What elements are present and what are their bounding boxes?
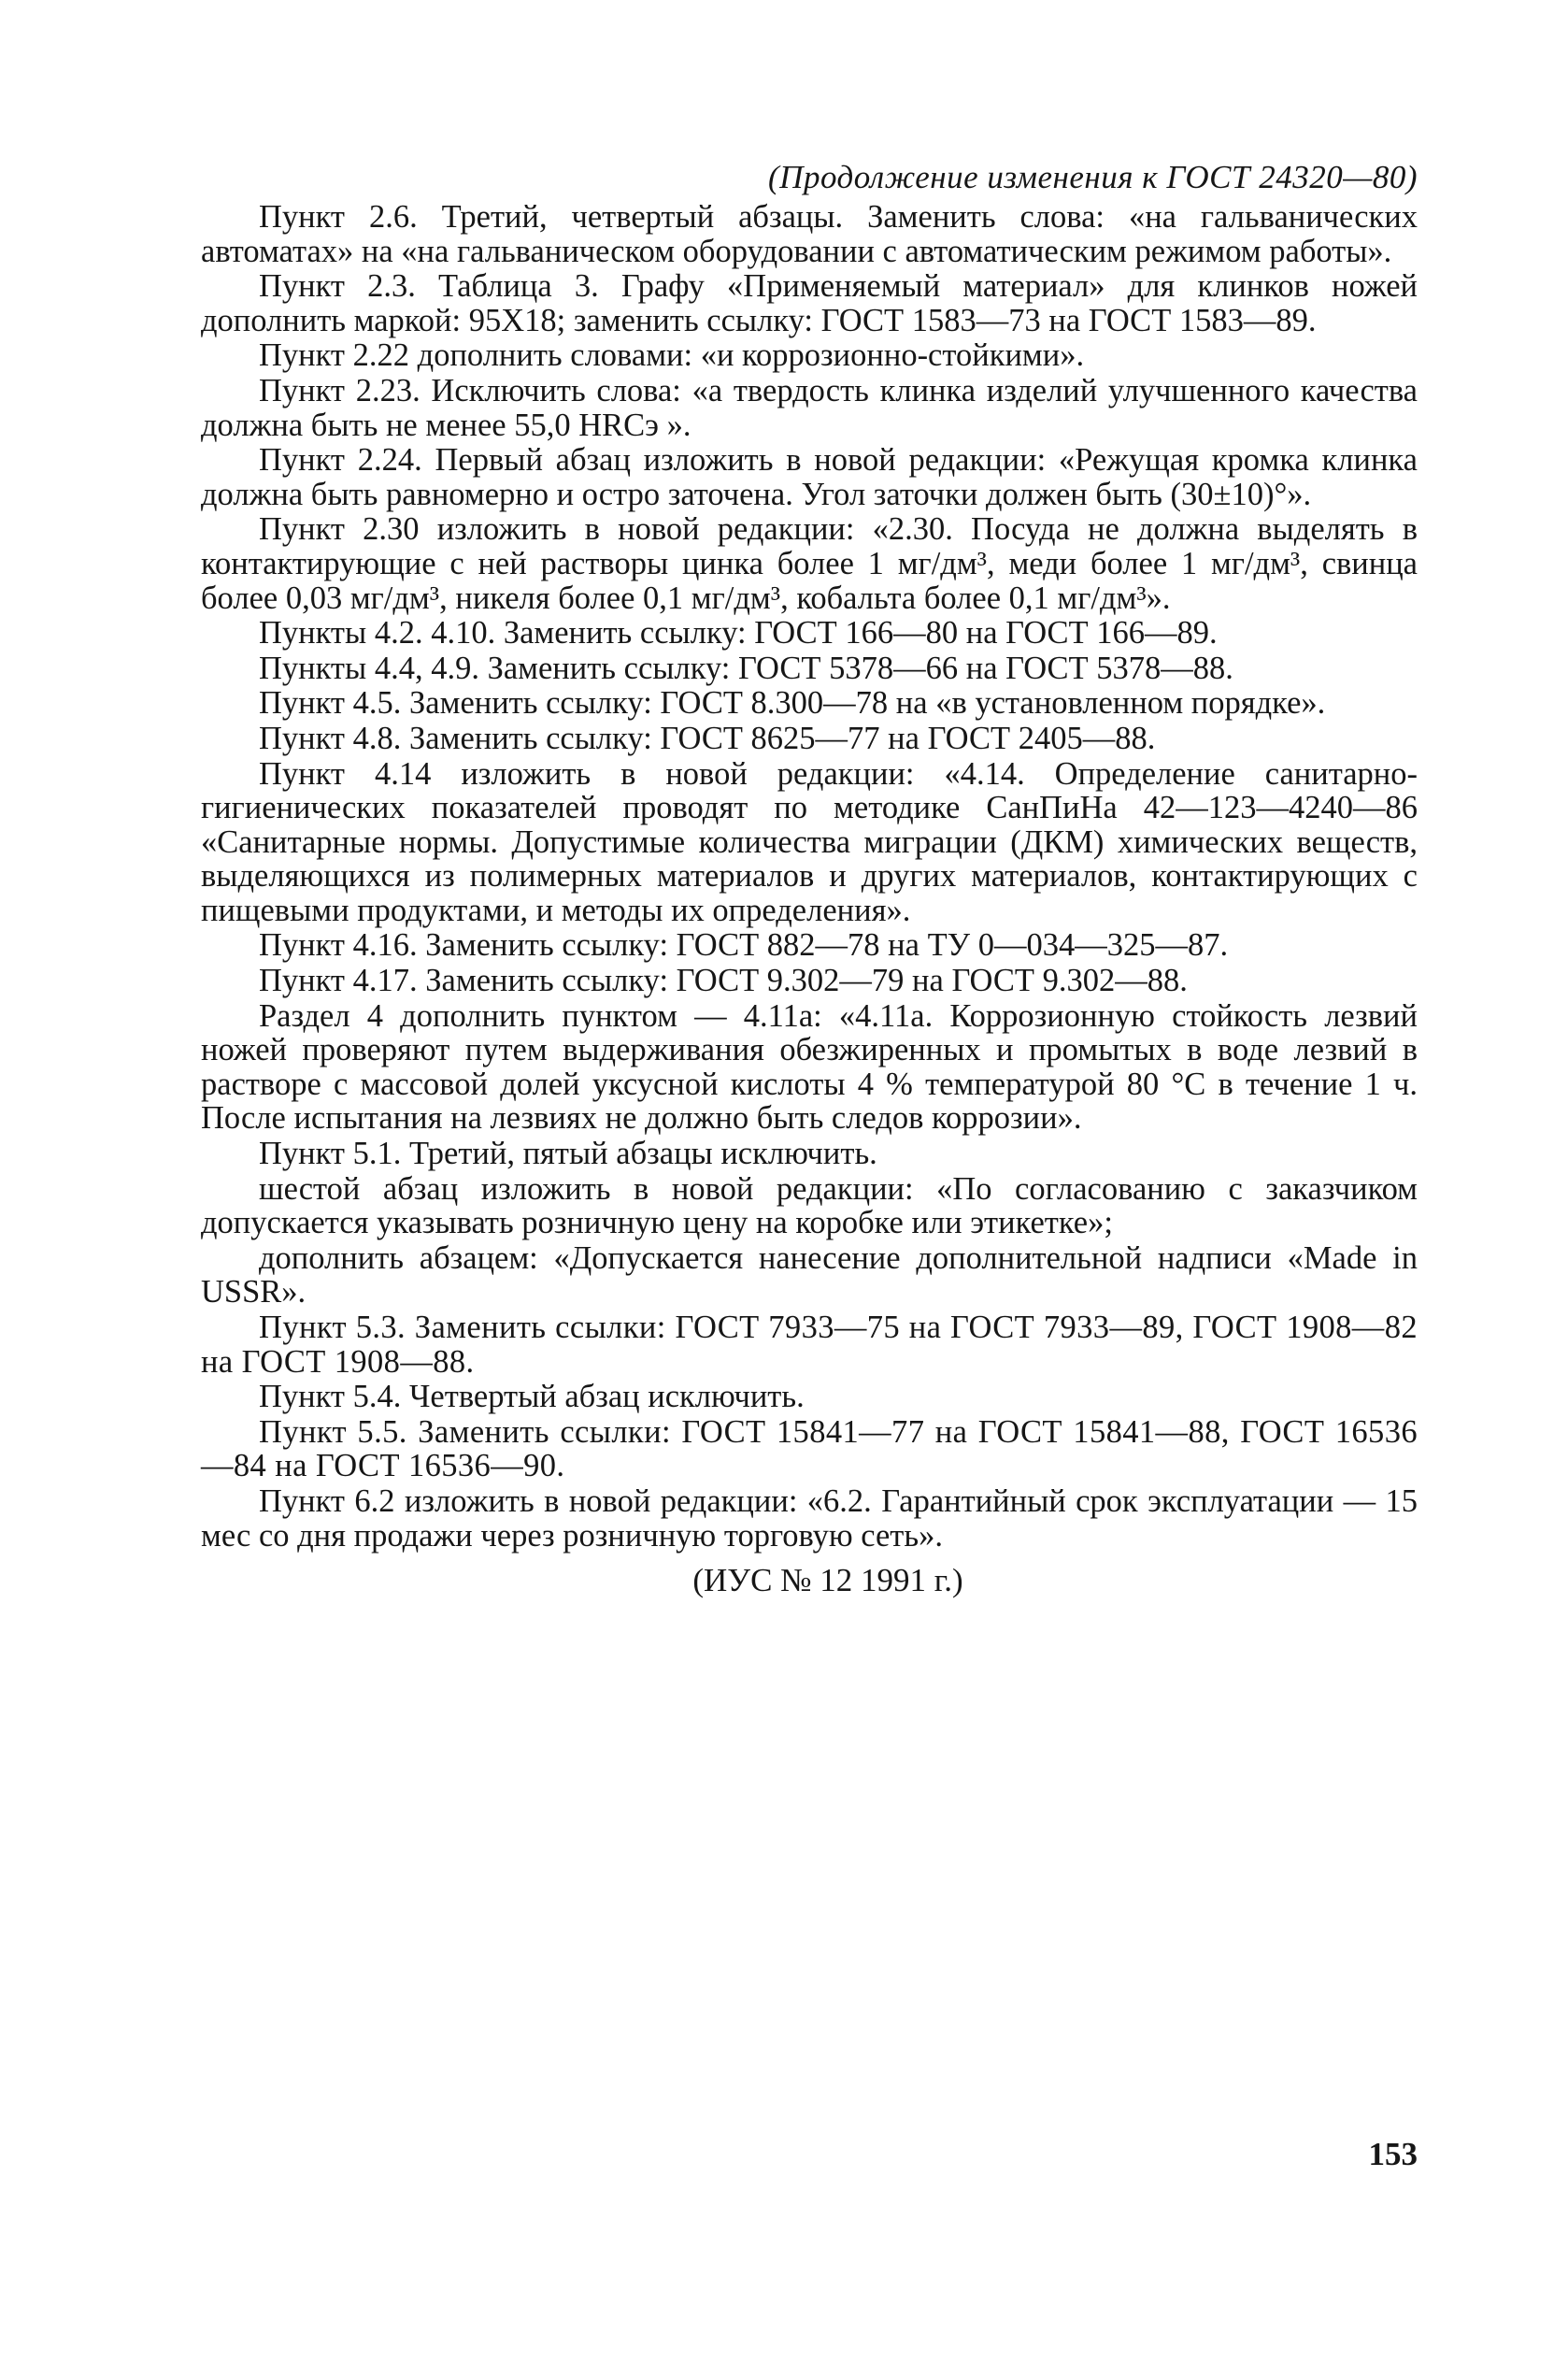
paragraph-4-4: Пункты 4.4, 4.9. Заменить ссылку: ГОСТ 5378—66 на ГОСТ 5378—88. [259, 650, 1233, 686]
running-title: (Продолжение изменения к ГОСТ 24320—80) [768, 159, 1418, 195]
paragraph-2-6: Пункт 2.6. Третий, четвертый абзацы. Заменить слова: «на гальванических автоматах» на «на гальваническом оборудовании с автоматическим режимом работы». [201, 199, 1418, 269]
paragraph-5-1: Пункт 5.1. Третий, пятый абзацы исключить. [259, 1136, 877, 1172]
paragraph-5-3: Пункт 5.3. Заменить ссылки: ГОСТ 7933—75 на ГОСТ 7933—89, ГОСТ 1908—82 на ГОСТ 1908—88. [201, 1310, 1418, 1380]
paragraph-6-2: Пункт 6.2 изложить в новой редакции: «6.2. Гарантийный срок эксплуатации — 15 мес со дня продажи через розничную торговую сеть». [201, 1482, 1418, 1554]
paragraph-2-30: Пункт 2.30 изложить в новой редакции: «2.30. Посуда не должна выделять в контактирующие с ней растворы цинка более 1 мг/дм³, меди более 1 мг/дм³, свинца более 0,03 мг/дм³, никеля более 0,1 мг/дм³, кобальта более 0,1 мг/дм³». [201, 511, 1418, 616]
source-note: (ИУС № 12 1991 г.) [692, 1562, 963, 1599]
paragraph-2-24: Пункт 2.24. Первый абзац изложить в новой редакции: «Режущая кромка клинка должна быть равномерно и остро заточена. Угол заточки должен быть (30±10)°». [201, 442, 1418, 512]
paragraph-2-23: Пункт 2.23. Исключить слова: «а твердость клинка изделий улучшенного качества должна быть не менее 55,0 HRCэ ». [201, 372, 1418, 443]
paragraph-2-22: Пункт 2.22 дополнить словами: «и коррозионно-стойкими». [259, 337, 1085, 374]
paragraph-5-4: Пункт 5.4. Четвертый абзац исключить. [259, 1379, 805, 1415]
document-page [201, 157, 1418, 2307]
paragraph-4-2: Пункты 4.2. 4.10. Заменить ссылку: ГОСТ 166—80 на ГОСТ 166—89. [259, 615, 1218, 652]
body-text [201, 200, 1418, 1553]
paragraph-5-5: Пункт 5.5. Заменить ссылки: ГОСТ 15841—77 на ГОСТ 15841—88, ГОСТ 16536—84 на ГОСТ 16536—90. [201, 1413, 1418, 1484]
paragraph-2-3: Пункт 2.3. Таблица 3. Графу «Применяемый материал» для клинков ножей дополнить маркой: 95Х18; заменить ссылку: ГОСТ 1583—73 на ГОСТ 1583—89. [201, 268, 1418, 338]
paragraph-4-5: Пункт 4.5. Заменить ссылку: ГОСТ 8.300—78 на «в установленном порядке». [259, 685, 1326, 722]
paragraph-5-1-add: дополнить абзацем: «Допускается нанесение дополнительной надписи «Made in USSR». [201, 1239, 1418, 1310]
paragraph-4-17: Пункт 4.17. Заменить ссылку: ГОСТ 9.302—79 на ГОСТ 9.302—88. [259, 963, 1188, 999]
paragraph-section-4: Раздел 4 дополнить пунктом — 4.11а: «4.11а. Коррозионную стойкость лезвий ножей проверяют путем выдерживания обезжиренных и промытых в воде лезвий в растворе с массовой долей уксусной кислоты 4 % температурой 80 °С в течение 1 ч. После испытания на лезвиях не должно быть следов коррозии». [201, 997, 1418, 1137]
paragraph-4-16: Пункт 4.16. Заменить ссылку: ГОСТ 882—78 на ТУ 0—034—325—87. [259, 927, 1229, 964]
paragraph-4-8: Пункт 4.8. Заменить ссылку: ГОСТ 8625—77 на ГОСТ 2405—88. [259, 720, 1156, 756]
paragraph-4-14: Пункт 4.14 изложить в новой редакции: «4.14. Определение санитарно-гигиенических показателей проводят по методике СанПиНа 42—123—4240—86 «Санитарные нормы. Допустимые количества миграции (ДКМ) химических веществ, выделяющихся из полимерных материалов и других материалов, контактирующих с пищевыми продуктами, и методы их определения». [201, 755, 1418, 928]
page-number: 153 [1368, 2136, 1418, 2172]
paragraph-5-1-sixth: шестой абзац изложить в новой редакции: «По согласованию с заказчиком допускается указывать розничную цену на коробке или этикетке»; [201, 1170, 1418, 1241]
